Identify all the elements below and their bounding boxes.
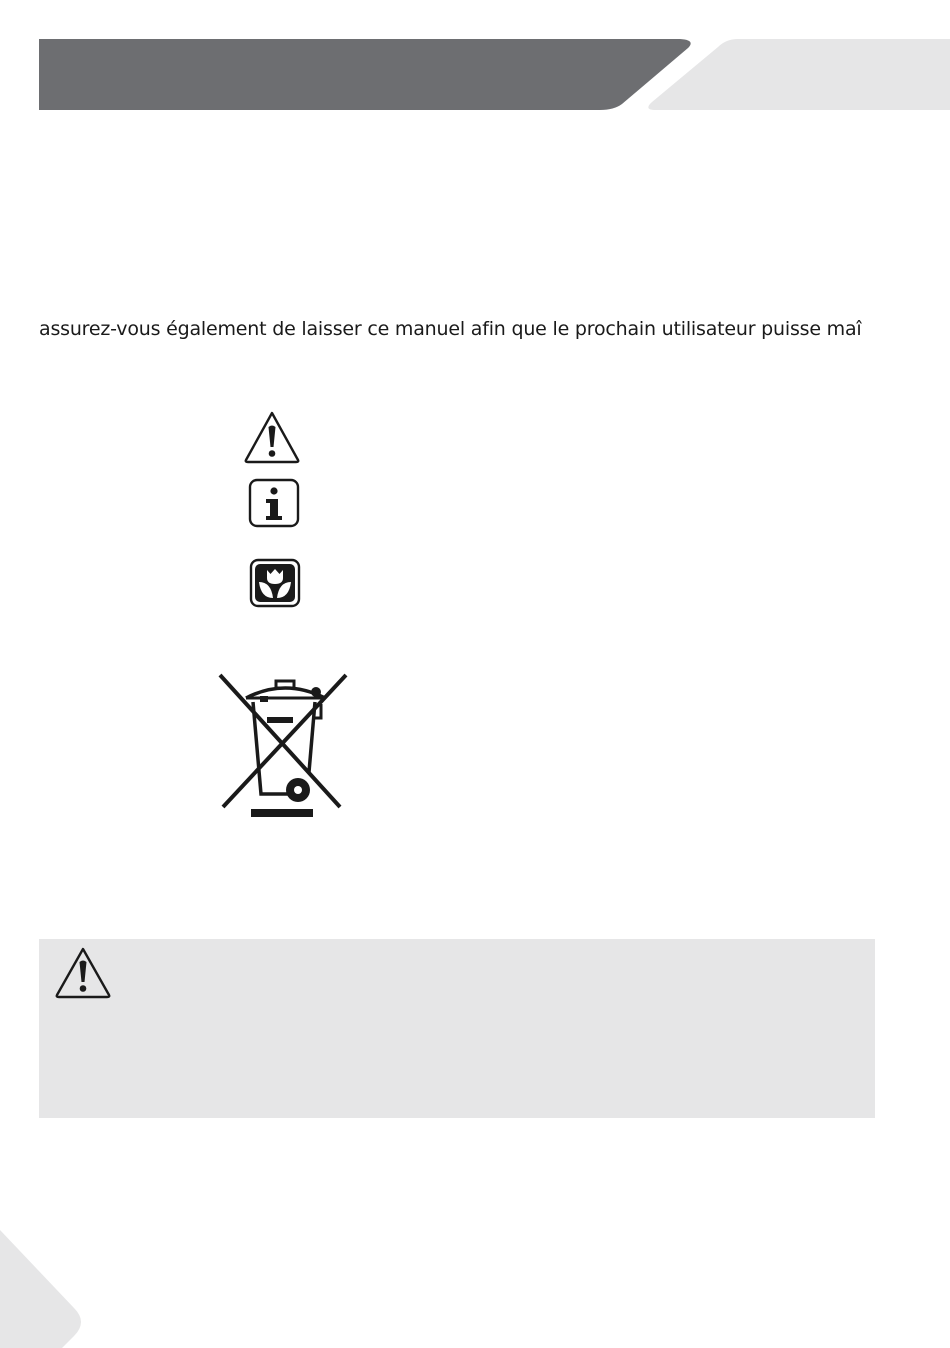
header-banner bbox=[0, 0, 950, 120]
intro-text: assurez-vous également de laisser ce manuel afin que le prochain utilisateur puisse maî bbox=[39, 318, 862, 340]
information-icon bbox=[248, 478, 300, 528]
page-corner-shape bbox=[0, 1220, 100, 1348]
warning-triangle-icon bbox=[243, 409, 301, 465]
crossed-out-wheelie-bin-icon bbox=[215, 670, 351, 822]
warning-box bbox=[39, 939, 875, 1118]
warning-triangle-icon bbox=[54, 946, 112, 1000]
header-bar bbox=[39, 39, 691, 110]
environment-tulip-icon bbox=[249, 558, 301, 608]
header-tab bbox=[648, 39, 950, 110]
